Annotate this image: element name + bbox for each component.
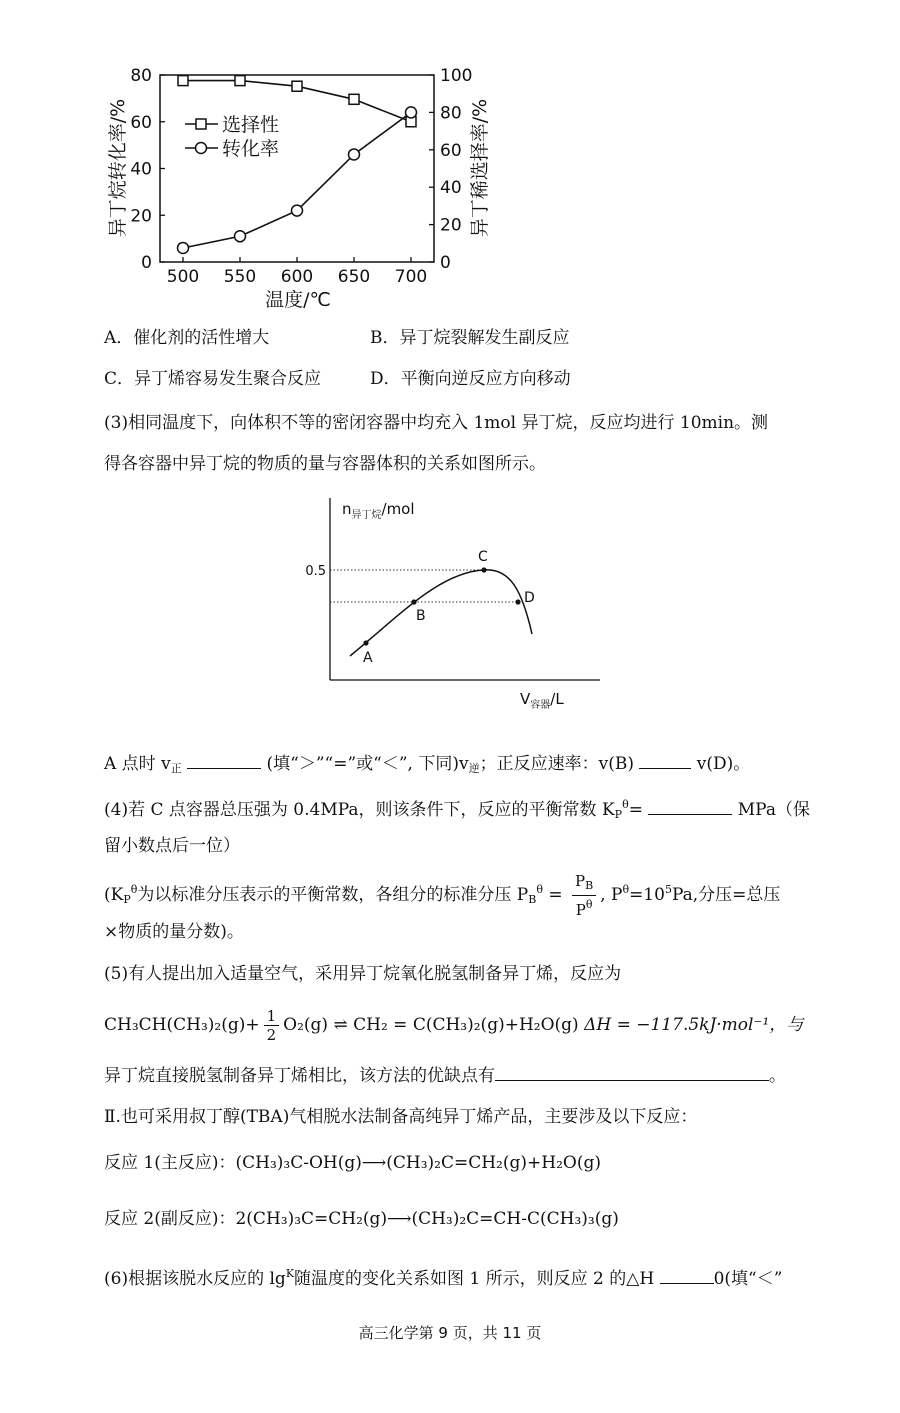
conversion-point	[178, 242, 189, 253]
y-right-axis-title: 异丁稀选择率/%	[469, 98, 491, 238]
y-right-tick-label: 60	[440, 140, 462, 161]
curve	[350, 570, 532, 656]
y-tick-05: 0.5	[305, 564, 326, 579]
selectivity-point	[178, 76, 188, 86]
y-right-tick-label: 20	[440, 215, 462, 236]
y-right-tick-label: 40	[440, 178, 462, 199]
selectivity-point	[292, 81, 302, 91]
blank-1[interactable]	[187, 752, 261, 769]
point-b	[411, 599, 416, 604]
chart-temperature	[0, 0, 520, 320]
point-d	[515, 599, 520, 604]
q4-line2: 留小数点后一位）	[104, 836, 240, 856]
y-right-tick-label: 100	[440, 66, 473, 86]
q5-line1: (5)有人提出加入适量空气，采用异丁烷氧化脱氢制备异丁烯，反应为	[104, 964, 622, 984]
point-a-label: A	[363, 650, 373, 666]
x-axis-title: 温度/℃	[265, 289, 331, 311]
reaction-1: 反应 1(主反应)：(CH₃)₃C-OH(g)⟶(CH₃)₂C=CH₂(g)+H₂O(g)	[104, 1153, 601, 1173]
blank-2[interactable]	[639, 752, 691, 769]
y-right-tick-label: 80	[440, 103, 462, 124]
y-left-tick-label: 80	[130, 66, 152, 86]
conversion-point	[406, 107, 417, 118]
y-left-tick-label: 20	[130, 206, 152, 227]
selectivity-point	[235, 76, 245, 86]
point-c-label: C	[478, 549, 488, 565]
point-a	[363, 640, 368, 645]
q4-note: ($K_P^\theta$为以标准分压表示的平衡常数，各组分的标准分压 $P_B^\theta$ = $\frac{P_B}{P^\theta}$ , $P^\theta=10^5Pa$,分压=总压	[104, 872, 781, 919]
conversion-point	[349, 149, 360, 160]
conversion-point	[235, 231, 246, 242]
x-tick-label: 600	[280, 267, 314, 287]
option-c: C．异丁烯容易发生聚合反应	[104, 369, 322, 389]
blank-dh[interactable]	[660, 1267, 714, 1284]
option-d: D．平衡向逆反应方向移动	[370, 369, 571, 389]
y-left-tick-label: 40	[130, 159, 152, 180]
y-left-tick-label: 0	[141, 253, 152, 273]
conversion-point	[292, 205, 303, 216]
q5-line3: 异丁烷直接脱氢制备异丁烯相比，该方法的优缺点有 。	[104, 1066, 786, 1086]
point-c	[481, 567, 486, 572]
reaction-2: 反应 2(副反应)：2(CH₃)₃C=CH₂(g)⟶(CH₃)₂C=CH-C(CH₃)₃(g)	[104, 1209, 619, 1229]
q3-line1: (3)相同温度下，向体积不等的密闭容器中均充入 1mol 异丁烷，反应均进行 10min。测	[104, 413, 769, 433]
y-right-tick-label: 0	[440, 253, 451, 273]
selectivity-point	[349, 94, 359, 104]
blank-pros-cons[interactable]	[495, 1064, 769, 1081]
legend-conversion-circle-icon	[196, 143, 207, 154]
q6-line: (6)根据该脱水反应的 $\lg^K$随温度的变化关系如图 1 所示，则反应 2 的△H 0(填“＜”	[104, 1267, 783, 1289]
q3-rate-question: A 点时 $v_正$ (填“＞”“=”或“＜”, 下同)$v_逆$；正反应速率：v(B) v(D)。	[104, 754, 751, 775]
x-axis-title: $V_{容器}/L$	[520, 690, 564, 711]
point-d-label: D	[524, 590, 535, 606]
q4-line4: ×物质的量分数)。	[104, 922, 244, 942]
legend-conversion-label: 转化率	[222, 138, 280, 160]
section2-intro: Ⅱ.也可采用叔丁醇(TBA)气相脱水法制备高纯异丁烯产品，主要涉及以下反应：	[104, 1107, 698, 1127]
y-axis-title: $n_{异丁烷}$/mol	[342, 500, 415, 521]
page-footer: 高三化学第 9 页，共 11 页	[358, 1324, 542, 1342]
y-left-tick-label: 60	[130, 112, 152, 133]
q5-equation: CH₃CH(CH₃)₂(g)+ $\frac{1}{2}$ O₂(g) ⇌ CH₂ = C(CH₃)₂(g)+H₂O(g) ΔH = −117.5kJ·mol⁻¹，与	[104, 1007, 804, 1044]
legend-selectivity-square-icon	[196, 119, 206, 129]
q4-line1: (4)若 C 点容器总压强为 0.4MPa，则该条件下，反应的平衡常数 $K_P^\theta= MPa$（保	[104, 798, 810, 821]
chart-volume	[300, 490, 620, 720]
y-left-axis-title: 异丁烷转化率/%	[107, 98, 129, 238]
x-tick-label: 650	[337, 267, 371, 287]
x-tick-label: 500	[166, 267, 200, 287]
option-a: A．催化剂的活性增大	[104, 328, 270, 348]
point-b-label: B	[416, 608, 426, 624]
legend-selectivity-label: 选择性	[222, 114, 280, 136]
conversion-line	[183, 112, 411, 248]
q3-line2: 得各容器中异丁烷的物质的量与容器体积的关系如图所示。	[104, 454, 546, 474]
option-b: B．异丁烷裂解发生副反应	[370, 328, 570, 348]
x-tick-label: 550	[223, 267, 257, 287]
plot-frame	[160, 75, 434, 262]
x-tick-label: 700	[394, 267, 428, 287]
blank-kp[interactable]	[648, 798, 732, 815]
